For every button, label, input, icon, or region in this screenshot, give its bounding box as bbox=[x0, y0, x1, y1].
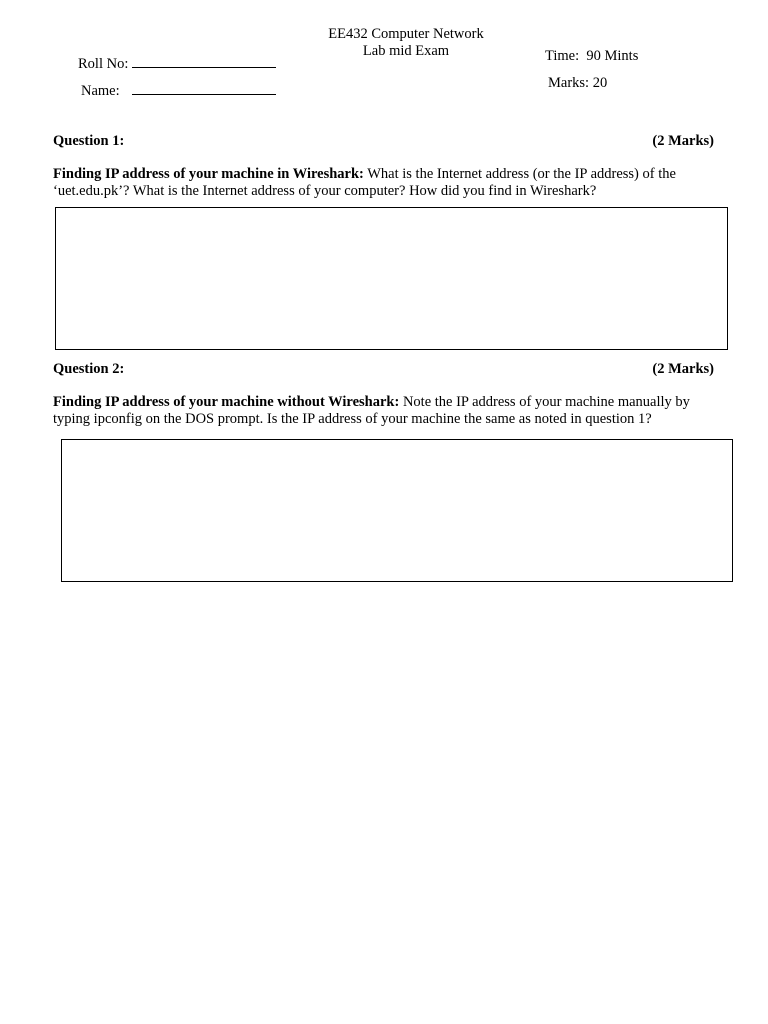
question-1-answer-box[interactable] bbox=[55, 207, 728, 350]
time-allowed: Time: 90 Mints bbox=[545, 48, 639, 64]
question-1-title: Finding IP address of your machine in Wireshark: bbox=[53, 166, 364, 182]
question-1-marks: (2 Marks) bbox=[652, 133, 714, 149]
question-2-body: Note the IP address of your machine manually by typing ipconfig on the DOS prompt. Is the IP address of your machine the same as noted in question 1? bbox=[53, 394, 690, 427]
question-2-marks: (2 Marks) bbox=[652, 361, 714, 377]
total-marks: Marks: 20 bbox=[548, 75, 608, 91]
name-label: Name: bbox=[81, 83, 120, 99]
question-2-heading bbox=[53, 361, 714, 378]
question-2-title: Finding IP address of your machine without Wireshark: bbox=[53, 394, 400, 410]
question-1-text bbox=[53, 166, 725, 200]
question-2-text bbox=[53, 394, 725, 428]
course-title: EE432 Computer Network bbox=[328, 26, 484, 42]
roll-number-label: Roll No: bbox=[78, 56, 129, 72]
question-1-label: Question 1: bbox=[53, 133, 125, 149]
roll-number-row bbox=[78, 53, 276, 73]
question-2-label: Question 2: bbox=[53, 361, 125, 377]
question-1-heading bbox=[53, 133, 714, 150]
roll-number-field[interactable] bbox=[132, 53, 276, 68]
name-field[interactable] bbox=[132, 80, 276, 95]
exam-title: Lab mid Exam bbox=[362, 43, 450, 59]
question-2-answer-box[interactable] bbox=[61, 439, 733, 582]
name-row bbox=[81, 80, 276, 100]
question-1-body: What is the Internet address (or the IP address) of the ‘uet.edu.pk’? What is the Internet address of your computer? How did you find in Wireshark? bbox=[53, 166, 676, 199]
